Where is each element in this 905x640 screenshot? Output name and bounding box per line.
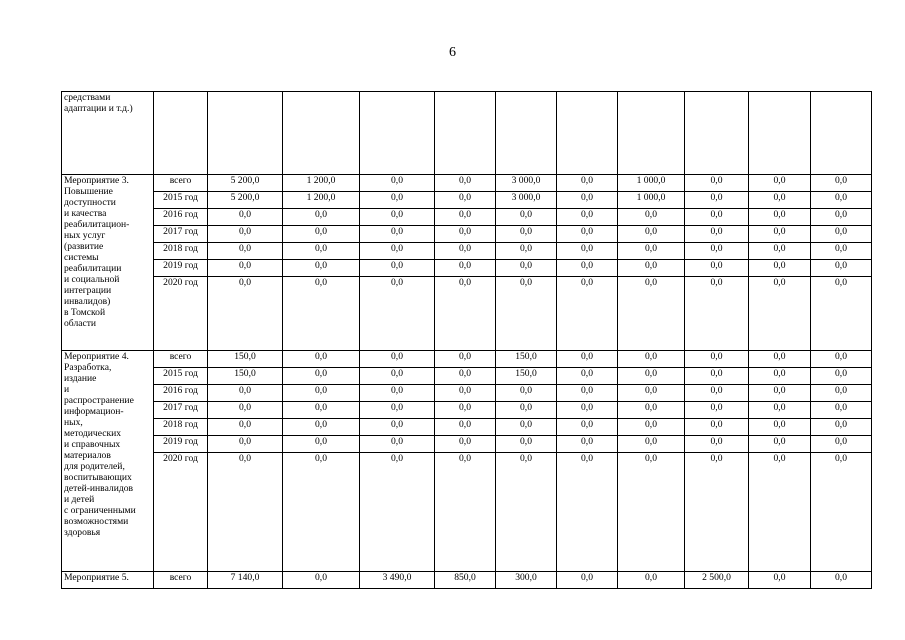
value-cell: 0,0 xyxy=(360,436,435,453)
value-cell: 0,0 xyxy=(208,209,283,226)
value-cell: 0,0 xyxy=(557,385,618,402)
value-cell: 0,0 xyxy=(435,368,496,385)
page-number: 6 xyxy=(449,45,456,60)
value-cell: 0,0 xyxy=(557,260,618,277)
value-cell: 0,0 xyxy=(749,572,811,589)
value-cell: 0,0 xyxy=(811,402,872,419)
value-cell: 0,0 xyxy=(749,419,811,436)
value-cell: 0,0 xyxy=(208,243,283,260)
value-cell: 0,0 xyxy=(435,436,496,453)
value-cell: 0,0 xyxy=(557,453,618,572)
table-row-continuation xyxy=(62,92,872,175)
value-cell: 0,0 xyxy=(811,277,872,351)
empty-cell xyxy=(208,92,283,175)
empty-cell xyxy=(749,92,811,175)
value-cell: 0,0 xyxy=(360,402,435,419)
table-row xyxy=(62,209,872,226)
table-row xyxy=(62,436,872,453)
value-cell: 0,0 xyxy=(496,277,557,351)
empty-cell xyxy=(154,92,208,175)
value-cell: 0,0 xyxy=(360,243,435,260)
value-cell: 0,0 xyxy=(435,402,496,419)
value-cell: 0,0 xyxy=(618,277,685,351)
value-cell: 0,0 xyxy=(435,351,496,368)
table-row xyxy=(62,572,872,589)
table-row xyxy=(62,368,872,385)
table-row xyxy=(62,402,872,419)
value-cell: 0,0 xyxy=(360,385,435,402)
value-cell: 0,0 xyxy=(685,385,749,402)
value-cell: 0,0 xyxy=(749,453,811,572)
value-cell: 0,0 xyxy=(208,260,283,277)
empty-cell xyxy=(435,92,496,175)
value-cell: 0,0 xyxy=(496,385,557,402)
value-cell: 0,0 xyxy=(749,277,811,351)
value-cell: 0,0 xyxy=(811,572,872,589)
table-row xyxy=(62,351,872,368)
value-cell: 0,0 xyxy=(283,277,360,351)
empty-cell xyxy=(618,92,685,175)
value-cell: 0,0 xyxy=(749,243,811,260)
value-cell: 0,0 xyxy=(283,436,360,453)
year-cell: всего xyxy=(154,351,208,368)
value-cell: 0,0 xyxy=(283,385,360,402)
value-cell: 0,0 xyxy=(811,192,872,209)
table-body xyxy=(62,92,872,589)
value-cell: 0,0 xyxy=(435,243,496,260)
value-cell: 0,0 xyxy=(283,368,360,385)
value-cell: 1 000,0 xyxy=(618,192,685,209)
value-cell: 0,0 xyxy=(811,419,872,436)
value-cell: 0,0 xyxy=(208,453,283,572)
value-cell: 0,0 xyxy=(618,260,685,277)
value-cell: 150,0 xyxy=(208,368,283,385)
value-cell: 0,0 xyxy=(557,572,618,589)
value-cell: 0,0 xyxy=(811,209,872,226)
value-cell: 0,0 xyxy=(811,226,872,243)
value-cell: 0,0 xyxy=(618,351,685,368)
value-cell: 0,0 xyxy=(811,243,872,260)
value-cell: 150,0 xyxy=(208,351,283,368)
value-cell: 300,0 xyxy=(496,572,557,589)
value-cell: 0,0 xyxy=(811,351,872,368)
value-cell: 0,0 xyxy=(283,453,360,572)
value-cell: 3 000,0 xyxy=(496,192,557,209)
value-cell: 0,0 xyxy=(283,402,360,419)
table-row xyxy=(62,192,872,209)
value-cell: 0,0 xyxy=(496,209,557,226)
value-cell: 0,0 xyxy=(557,243,618,260)
value-cell: 0,0 xyxy=(360,260,435,277)
value-cell: 0,0 xyxy=(360,192,435,209)
empty-cell xyxy=(557,92,618,175)
table-row xyxy=(62,226,872,243)
empty-cell xyxy=(283,92,360,175)
value-cell: 0,0 xyxy=(208,436,283,453)
value-cell: 0,0 xyxy=(749,351,811,368)
value-cell: 0,0 xyxy=(283,260,360,277)
value-cell: 0,0 xyxy=(435,226,496,243)
value-cell: 0,0 xyxy=(685,368,749,385)
value-cell: 0,0 xyxy=(749,209,811,226)
value-cell: 0,0 xyxy=(435,453,496,572)
year-cell: всего xyxy=(154,572,208,589)
value-cell: 0,0 xyxy=(749,385,811,402)
value-cell: 0,0 xyxy=(283,209,360,226)
year-cell: 2020 год xyxy=(154,277,208,351)
value-cell: 0,0 xyxy=(749,402,811,419)
value-cell: 0,0 xyxy=(208,385,283,402)
value-cell: 0,0 xyxy=(208,277,283,351)
year-cell: всего xyxy=(154,175,208,192)
value-cell: 0,0 xyxy=(360,453,435,572)
value-cell: 0,0 xyxy=(685,226,749,243)
value-cell: 0,0 xyxy=(749,436,811,453)
year-cell: 2015 год xyxy=(154,368,208,385)
value-cell: 0,0 xyxy=(685,192,749,209)
measure-name: Мероприятие 3. Повышение доступности и качества реабилитацион- ных услуг (развитие системы реабилитации и социальной интеграции инвалидов) в Томской области xyxy=(62,175,154,351)
value-cell: 0,0 xyxy=(685,277,749,351)
value-cell: 0,0 xyxy=(435,260,496,277)
value-cell: 0,0 xyxy=(685,351,749,368)
value-cell: 0,0 xyxy=(435,385,496,402)
table-row xyxy=(62,175,872,192)
value-cell: 0,0 xyxy=(749,260,811,277)
value-cell: 0,0 xyxy=(496,402,557,419)
value-cell: 0,0 xyxy=(811,453,872,572)
value-cell: 0,0 xyxy=(435,419,496,436)
value-cell: 0,0 xyxy=(618,453,685,572)
value-cell: 0,0 xyxy=(685,402,749,419)
table-row xyxy=(62,260,872,277)
value-cell: 0,0 xyxy=(618,226,685,243)
value-cell: 0,0 xyxy=(685,260,749,277)
value-cell: 0,0 xyxy=(557,402,618,419)
value-cell: 0,0 xyxy=(496,260,557,277)
value-cell: 2 500,0 xyxy=(685,572,749,589)
value-cell: 0,0 xyxy=(496,419,557,436)
value-cell: 0,0 xyxy=(749,368,811,385)
value-cell: 5 200,0 xyxy=(208,192,283,209)
value-cell: 0,0 xyxy=(811,385,872,402)
value-cell: 0,0 xyxy=(283,243,360,260)
value-cell: 1 000,0 xyxy=(618,175,685,192)
year-cell: 2018 год xyxy=(154,243,208,260)
value-cell: 0,0 xyxy=(496,243,557,260)
value-cell: 0,0 xyxy=(618,385,685,402)
value-cell: 0,0 xyxy=(749,175,811,192)
year-cell: 2019 год xyxy=(154,436,208,453)
measure-name-continuation: средствами адаптации и т.д.) xyxy=(62,92,154,175)
value-cell: 0,0 xyxy=(435,192,496,209)
value-cell: 0,0 xyxy=(496,226,557,243)
value-cell: 0,0 xyxy=(618,402,685,419)
value-cell: 0,0 xyxy=(811,436,872,453)
year-cell: 2019 год xyxy=(154,260,208,277)
value-cell: 0,0 xyxy=(749,192,811,209)
year-cell: 2020 год xyxy=(154,453,208,572)
value-cell: 0,0 xyxy=(360,351,435,368)
value-cell: 150,0 xyxy=(496,368,557,385)
empty-cell xyxy=(360,92,435,175)
table-row xyxy=(62,453,872,572)
value-cell: 0,0 xyxy=(557,277,618,351)
value-cell: 0,0 xyxy=(811,175,872,192)
value-cell: 0,0 xyxy=(685,209,749,226)
value-cell: 0,0 xyxy=(811,368,872,385)
value-cell: 0,0 xyxy=(435,209,496,226)
value-cell: 3 490,0 xyxy=(360,572,435,589)
value-cell: 0,0 xyxy=(208,419,283,436)
value-cell: 0,0 xyxy=(496,453,557,572)
value-cell: 1 200,0 xyxy=(283,192,360,209)
value-cell: 0,0 xyxy=(360,226,435,243)
table-row xyxy=(62,243,872,260)
table-row xyxy=(62,419,872,436)
value-cell: 0,0 xyxy=(496,436,557,453)
value-cell: 850,0 xyxy=(435,572,496,589)
value-cell: 0,0 xyxy=(811,260,872,277)
value-cell: 0,0 xyxy=(360,209,435,226)
value-cell: 0,0 xyxy=(208,226,283,243)
value-cell: 0,0 xyxy=(557,436,618,453)
year-cell: 2015 год xyxy=(154,192,208,209)
year-cell: 2016 год xyxy=(154,209,208,226)
value-cell: 0,0 xyxy=(618,419,685,436)
value-cell: 0,0 xyxy=(618,209,685,226)
empty-cell xyxy=(685,92,749,175)
value-cell: 0,0 xyxy=(749,226,811,243)
measure-name: Мероприятие 5. xyxy=(62,572,154,589)
value-cell: 0,0 xyxy=(208,402,283,419)
budget-table xyxy=(61,91,872,589)
value-cell: 1 200,0 xyxy=(283,175,360,192)
value-cell: 0,0 xyxy=(685,175,749,192)
value-cell: 0,0 xyxy=(557,226,618,243)
year-cell: 2018 год xyxy=(154,419,208,436)
value-cell: 0,0 xyxy=(685,419,749,436)
value-cell: 0,0 xyxy=(360,419,435,436)
value-cell: 5 200,0 xyxy=(208,175,283,192)
value-cell: 0,0 xyxy=(557,175,618,192)
value-cell: 3 000,0 xyxy=(496,175,557,192)
value-cell: 0,0 xyxy=(685,436,749,453)
value-cell: 0,0 xyxy=(618,243,685,260)
value-cell: 0,0 xyxy=(557,209,618,226)
value-cell: 0,0 xyxy=(618,572,685,589)
empty-cell xyxy=(496,92,557,175)
value-cell: 0,0 xyxy=(283,351,360,368)
value-cell: 0,0 xyxy=(557,419,618,436)
value-cell: 0,0 xyxy=(618,368,685,385)
value-cell: 0,0 xyxy=(283,572,360,589)
value-cell: 0,0 xyxy=(283,226,360,243)
measure-name: Мероприятие 4. Разработка, издание и распространение информацион- ных, методических и справочных материалов для родителей, воспитывающих детей-инвалидов и детей с ограниченными возможностями здоровья xyxy=(62,351,154,572)
table-row xyxy=(62,277,872,351)
value-cell: 0,0 xyxy=(618,436,685,453)
value-cell: 0,0 xyxy=(360,175,435,192)
value-cell: 0,0 xyxy=(360,277,435,351)
value-cell: 0,0 xyxy=(435,277,496,351)
value-cell: 0,0 xyxy=(360,368,435,385)
value-cell: 0,0 xyxy=(557,192,618,209)
value-cell: 0,0 xyxy=(435,175,496,192)
value-cell: 0,0 xyxy=(685,453,749,572)
value-cell: 150,0 xyxy=(496,351,557,368)
value-cell: 7 140,0 xyxy=(208,572,283,589)
table-row xyxy=(62,385,872,402)
value-cell: 0,0 xyxy=(685,243,749,260)
empty-cell xyxy=(811,92,872,175)
year-cell: 2017 год xyxy=(154,402,208,419)
value-cell: 0,0 xyxy=(283,419,360,436)
value-cell: 0,0 xyxy=(557,351,618,368)
year-cell: 2016 год xyxy=(154,385,208,402)
year-cell: 2017 год xyxy=(154,226,208,243)
value-cell: 0,0 xyxy=(557,368,618,385)
